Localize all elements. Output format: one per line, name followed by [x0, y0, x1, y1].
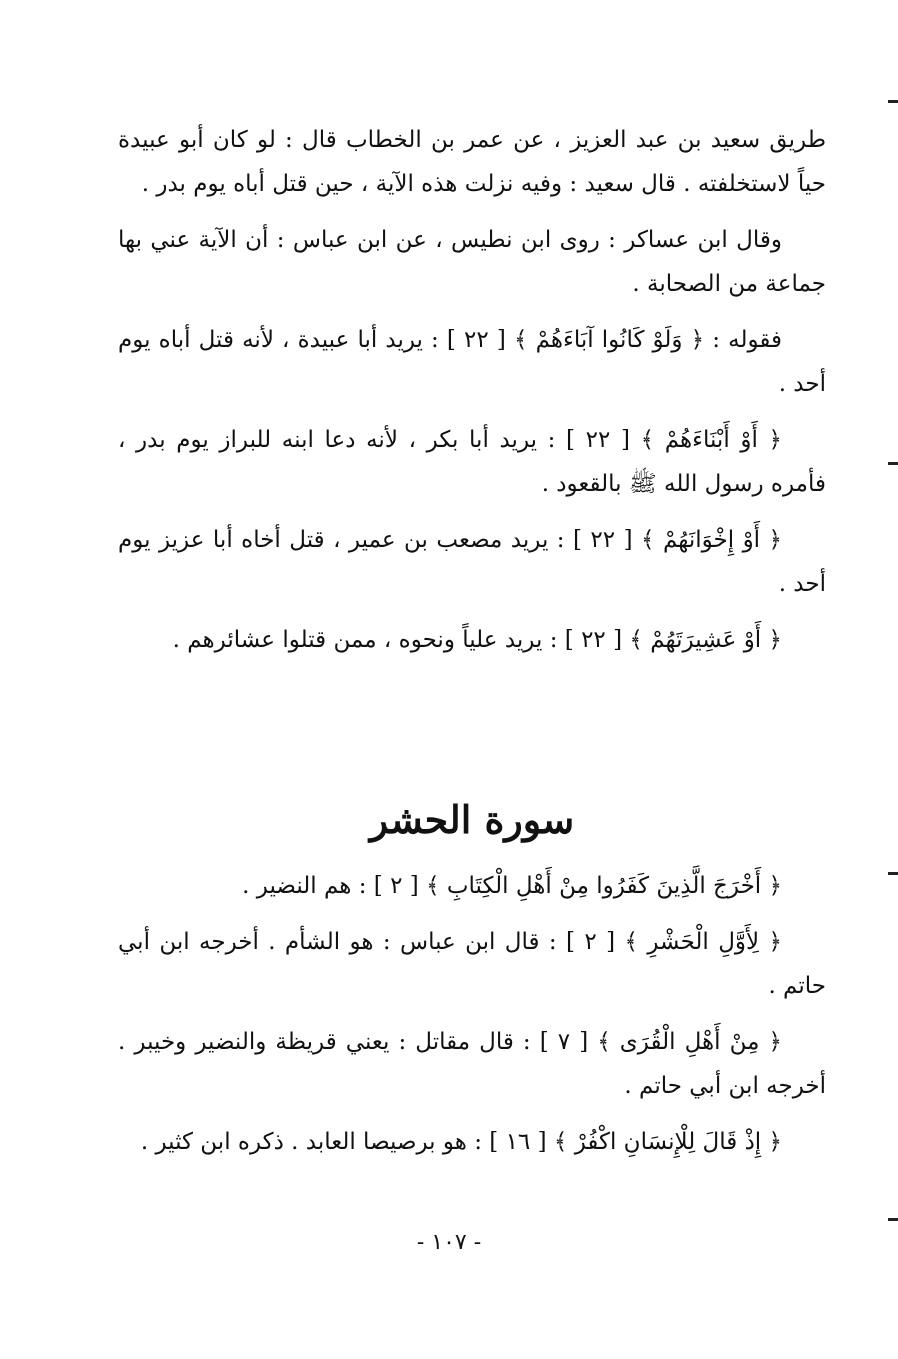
ornate-bracket-close: ﴾	[624, 929, 648, 955]
quran-verse: أَوْ أَبْنَاءَهُمْ	[664, 427, 758, 453]
verse-reference: [ ٢٢ ]	[564, 527, 633, 553]
quran-verse: إِذْ قَالَ لِلْإِنسَانِ اكْفُرْ	[574, 1129, 762, 1155]
ornate-bracket-open: ﴿	[759, 929, 782, 955]
verse-reference: [ ٧ ]	[530, 1029, 589, 1055]
ornate-bracket-close: ﴾	[597, 1029, 620, 1055]
verse-reference: [ ٢٢ ]	[555, 427, 630, 453]
quote-commentary: : يريد أبا عبيدة ، لأنه قتل أباه يوم أحد .	[118, 327, 826, 397]
quote-lead: فقوله :	[704, 327, 782, 353]
hashr-quote-2	[118, 920, 826, 1008]
ornate-bracket-open: ﴿	[760, 527, 782, 553]
scan-edge-mark	[888, 1218, 898, 1221]
ornate-bracket-close: ﴾	[426, 873, 447, 899]
scan-edge-mark	[888, 872, 898, 875]
scan-edge-mark	[888, 100, 898, 103]
intro-paragraph-1	[118, 118, 826, 206]
quran-verse: أَخْرَجَ الَّذِينَ كَفَرُوا مِنْ أَهْلِ الْكِتَابِ	[446, 873, 762, 899]
verse-reference: [ ٢٢ ]	[557, 627, 623, 653]
quote-commentary: : يريد علياً ونحوه ، ممن قتلوا عشائرهم .	[172, 627, 558, 653]
quran-verse: أَوْ عَشِيرَتَهُمْ	[650, 627, 762, 653]
mujadila-quote-1	[118, 318, 826, 406]
verse-reference: [ ٢ ]	[556, 929, 616, 955]
ornate-bracket-close: ﴾	[553, 1129, 575, 1155]
hashr-quote-1	[118, 864, 826, 908]
quote-commentary: : هو برصيصا العابد . ذكره ابن كثير .	[140, 1129, 482, 1155]
verse-reference: [ ١٦ ]	[481, 1129, 547, 1155]
quran-verse: أَوْ إِخْوَانَهُمْ	[662, 527, 761, 553]
quote-commentary: : يريد أبا بكر ، لأنه دعا ابنه للبراز يوم بدر ، فأمره رسول الله ﷺ بالقعود .	[118, 427, 826, 497]
hashr-quote-3	[118, 1020, 826, 1108]
ornate-bracket-close: ﴾	[640, 427, 665, 453]
intro-paragraph-2-text: وقال ابن عساكر : روى ابن نطيس ، عن ابن عباس : أن الآية عني بها جماعة من الصحابة .	[118, 227, 826, 297]
section-title: سورة الحشر	[369, 797, 575, 842]
quran-verse: لِأَوَّلِ الْحَشْرِ	[647, 929, 760, 955]
ornate-bracket-open: ﴿	[761, 873, 782, 899]
verse-reference: [ ٢٢ ]	[438, 327, 506, 353]
ornate-bracket-close: ﴾	[641, 527, 663, 553]
hashr-quote-4	[118, 1120, 826, 1164]
ornate-bracket-open: ﴿	[761, 1129, 782, 1155]
quote-commentary: : قال مقاتل : يعني قريظة والنضير وخيبر . أخرجه ابن أبي حاتم .	[118, 1029, 826, 1099]
page-body	[118, 118, 826, 1176]
quran-verse: وَلَوْ كَانُوا آبَاءَهُمْ	[535, 327, 683, 353]
mujadila-quote-4	[118, 618, 826, 662]
intro-paragraph-2	[118, 218, 826, 306]
quote-commentary: : هم النضير .	[242, 873, 367, 899]
ornate-bracket-close: ﴾	[629, 627, 651, 653]
intro-paragraph-1-text: طريق سعيد بن عبد العزيز ، عن عمر بن الخطاب قال : لو كان أبو عبيدة حياً لاستخلفته . قال سعيد : وفيه نزلت هذه الآية ، حين قتل أباه يوم بدر .	[118, 127, 826, 197]
mujadila-quote-3	[118, 518, 826, 606]
mujadila-quote-2	[118, 418, 826, 506]
quran-verse: مِنْ أَهْلِ الْقُرَى	[619, 1029, 760, 1055]
ornate-bracket-open: ﴿	[761, 627, 782, 653]
ornate-bracket-close: ﴾	[513, 327, 536, 353]
ornate-bracket-open: ﴿	[757, 427, 782, 453]
page-number: - ١٠٧ -	[416, 1230, 482, 1255]
quote-commentary: : قال ابن عباس : هو الشأم . أخرجه ابن أبي حاتم .	[118, 929, 826, 999]
quote-commentary: : يريد مصعب بن عمير ، قتل أخاه أبا عزيز يوم أحد .	[118, 527, 826, 597]
ornate-bracket-open: ﴿	[759, 1029, 782, 1055]
scan-edge-mark	[888, 462, 898, 465]
ornate-bracket-open: ﴿	[682, 327, 705, 353]
verse-reference: [ ٢ ]	[366, 873, 419, 899]
